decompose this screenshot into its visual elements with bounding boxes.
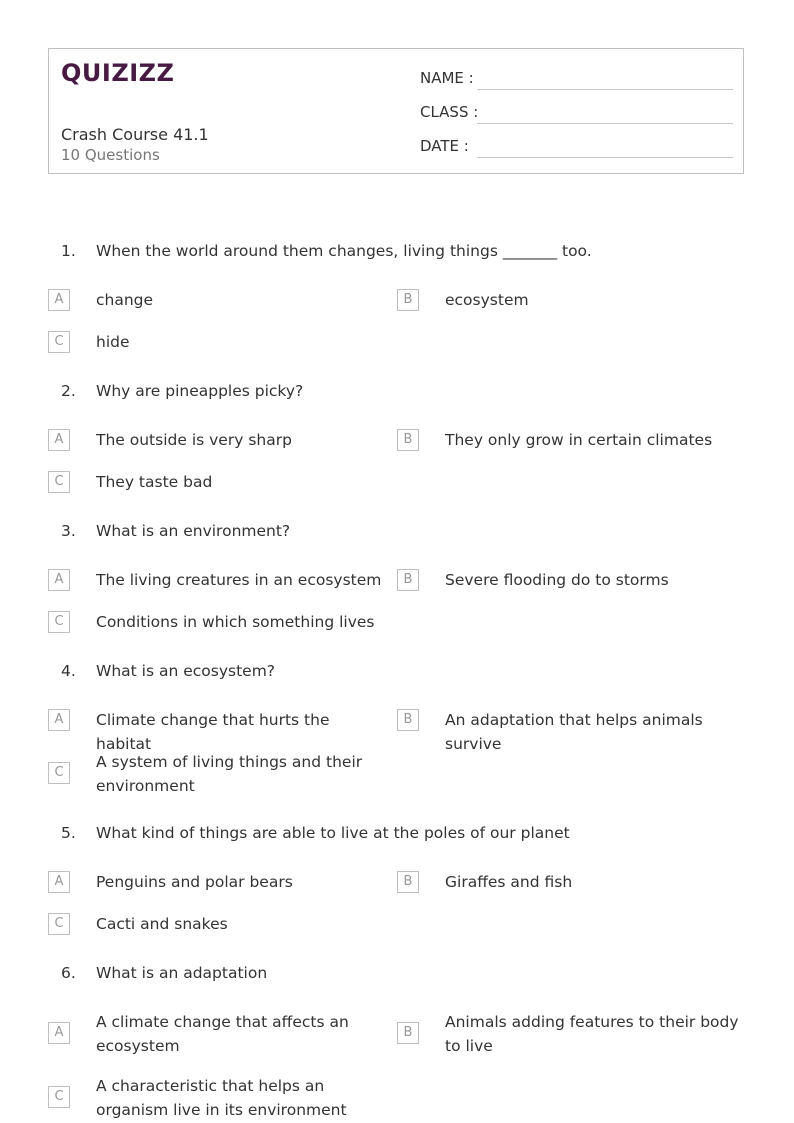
quizizz-logo: QUIZIZZ	[61, 59, 175, 87]
option-c-text: Cacti and snakes	[96, 915, 228, 933]
class-line[interactable]	[477, 123, 733, 124]
option-c-text: Conditions in which something lives	[96, 613, 375, 631]
option-a-box[interactable]: A	[48, 569, 70, 591]
option-b-box[interactable]: B	[397, 289, 419, 311]
option-b-text: Giraffes and fish	[445, 873, 573, 891]
question-count: 10 Questions	[61, 146, 160, 164]
question-number: 5.	[61, 824, 76, 842]
option-a-text: Penguins and polar bears	[96, 873, 293, 891]
option-c-box[interactable]: C	[48, 471, 70, 493]
option-a-text: change	[96, 291, 154, 309]
option-c-box[interactable]: C	[48, 331, 70, 353]
option-c-text: A characteristic that helps an organism live in its environment	[96, 1077, 347, 1119]
option-a-box[interactable]: A	[48, 871, 70, 893]
name-line[interactable]	[477, 89, 733, 90]
option-c-box[interactable]: C	[48, 913, 70, 935]
question-text: What is an environment?	[96, 522, 291, 540]
option-c-text: They taste bad	[96, 473, 213, 491]
option-b-text: Severe flooding do to storms	[445, 571, 669, 589]
question-number: 3.	[61, 522, 76, 540]
option-b-text: An adaptation that helps animals survive	[445, 711, 703, 753]
option-c-box[interactable]: C	[48, 762, 70, 784]
question-number: 1.	[61, 242, 76, 260]
option-c-box[interactable]: C	[48, 1086, 70, 1108]
option-a-text: The living creatures in an ecosystem	[96, 571, 382, 589]
option-b-box[interactable]: B	[397, 569, 419, 591]
class-label: CLASS :	[420, 103, 479, 121]
option-b-text: ecosystem	[445, 291, 529, 309]
option-a-box[interactable]: A	[48, 709, 70, 731]
option-a-text: A climate change that affects an ecosystem	[96, 1013, 349, 1055]
worksheet-title: Crash Course 41.1	[61, 125, 209, 144]
option-a-box[interactable]: A	[48, 1022, 70, 1044]
option-b-box[interactable]: B	[397, 709, 419, 731]
question-text: What kind of things are able to live at the poles of our planet	[96, 824, 570, 842]
option-a-box[interactable]: A	[48, 429, 70, 451]
name-label: NAME :	[420, 69, 474, 87]
option-b-box[interactable]: B	[397, 871, 419, 893]
option-a-text: Climate change that hurts the habitat	[96, 711, 330, 753]
worksheet-header	[48, 48, 744, 174]
question-number: 2.	[61, 382, 76, 400]
question-text: Why are pineapples picky?	[96, 382, 304, 400]
option-c-text: hide	[96, 333, 130, 351]
option-b-box[interactable]: B	[397, 1022, 419, 1044]
question-text: What is an ecosystem?	[96, 662, 276, 680]
date-label: DATE :	[420, 137, 469, 155]
question-number: 4.	[61, 662, 76, 680]
option-b-box[interactable]: B	[397, 429, 419, 451]
option-b-text: Animals adding features to their body to live	[445, 1013, 739, 1055]
question-number: 6.	[61, 964, 76, 982]
option-c-box[interactable]: C	[48, 611, 70, 633]
option-a-box[interactable]: A	[48, 289, 70, 311]
date-line[interactable]	[477, 157, 733, 158]
question-text: When the world around them changes, living things _______ too.	[96, 242, 592, 260]
option-c-text: A system of living things and their environment	[96, 753, 363, 795]
question-text: What is an adaptation	[96, 964, 268, 982]
option-a-text: The outside is very sharp	[96, 431, 292, 449]
option-b-text: They only grow in certain climates	[445, 431, 713, 449]
